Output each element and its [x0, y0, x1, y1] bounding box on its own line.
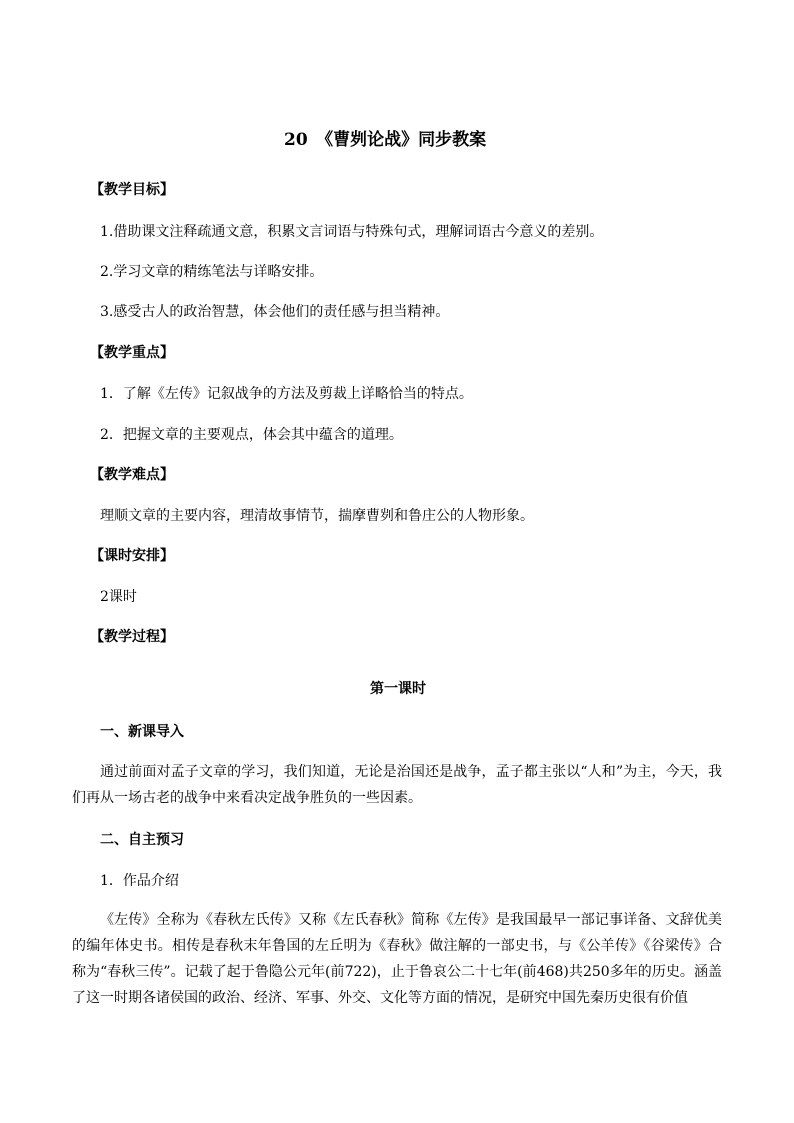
difficulties-heading: 【教学难点】 — [90, 467, 174, 483]
difficulties-text: 理顺文章的主要内容，理清故事情节，揣摩曹刿和鲁庄公的人物形象。 — [100, 508, 534, 524]
intro-paragraph — [72, 759, 722, 811]
intro-heading: 一、新课导入 — [100, 724, 184, 740]
process-heading: 【教学过程】 — [90, 629, 174, 645]
key-points-heading: 【教学重点】 — [90, 345, 174, 361]
work-intro-heading: 1．作品介绍 — [100, 873, 179, 889]
objective-item: 1.借助课文注释疏通文意，积累文言词语与特殊句式，理解词语古今意义的差别。 — [100, 224, 604, 240]
page-title: 20 《曹刿论战》同步教案 — [284, 130, 487, 150]
key-point-item: 2．把握文章的主要观点，体会其中蕴含的道理。 — [100, 427, 403, 443]
schedule-text: 2课时 — [100, 589, 137, 605]
objectives-heading: 【教学目标】 — [90, 182, 174, 198]
schedule-heading: 【课时安排】 — [90, 548, 174, 564]
preview-heading: 二、自主预习 — [100, 832, 184, 848]
objective-item: 3.感受古人的政治智慧，体会他们的责任感与担当精神。 — [100, 304, 450, 320]
key-point-item: 1．了解《左传》记叙战争的方法及剪裁上详略恰当的特点。 — [100, 386, 473, 402]
work-intro-text: 《左传》全称为《春秋左氏传》又称《左氏春秋》简称《左传》是我国最早一部记事详备、文辞优美的编年体史书。相传是春秋末年鲁国的左丘明为《春秋》做注解的一部史书，与《公羊传》《谷梁传》合称为“春秋三传”。记载了起于鲁隐公元年(前722)，止于鲁哀公二十七年(前468)共250多年的历史。涵盖了这一时期各诸侯国的政治、经济、军事、外交、文化等方面的情况，是研究中国先秦历史很有价值 — [72, 912, 722, 1006]
work-intro-paragraph — [72, 907, 722, 1011]
first-period-heading: 第一课时 — [370, 681, 426, 697]
intro-text: 通过前面对孟子文章的学习，我们知道，无论是治国还是战争，孟子都主张以“人和”为主，今天，我们再从一场古老的战争中来看决定战争胜负的一些因素。 — [72, 764, 722, 806]
objective-item: 2.学习文章的精练笔法与详略安排。 — [100, 264, 324, 280]
